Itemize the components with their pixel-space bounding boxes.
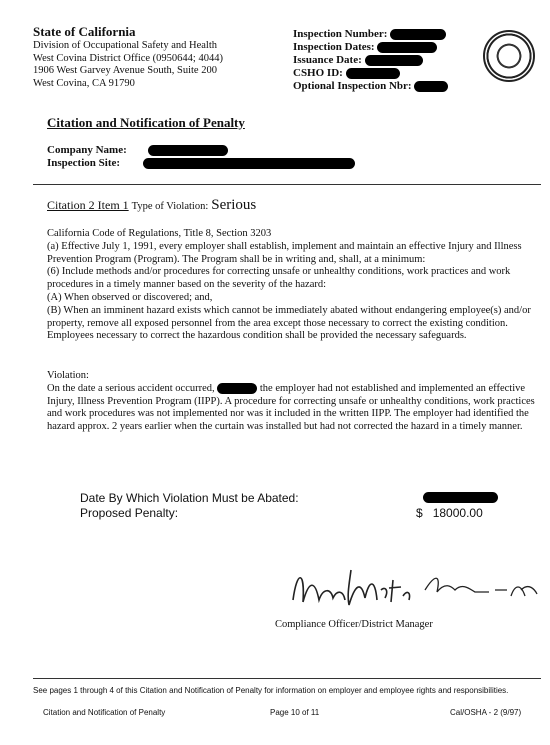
- divider: [33, 678, 541, 679]
- agency-line: West Covina District Office (0950644; 4044): [33, 52, 223, 64]
- company-name-row: Company Name:: [47, 144, 447, 157]
- inspection-dates-row: Inspection Dates:: [293, 41, 473, 54]
- agency-line: Division of Occupational Safety and Health: [33, 40, 217, 51]
- violation-type-value: Serious: [211, 197, 257, 213]
- signature-caption: Compliance Officer/District Manager: [275, 619, 433, 630]
- agency-line: 1906 West Garvey Avenue South, Suite 200: [33, 65, 217, 76]
- redaction: [365, 55, 423, 66]
- issuance-date-row: Issuance Date:: [293, 54, 473, 67]
- regulation-paragraph: California Code of Regulations, Title 8, Section 3203: [47, 228, 272, 239]
- company-block: [47, 144, 447, 170]
- form-number: Cal/OSHA - 2 (9/97): [450, 708, 522, 717]
- violation-label: Violation:: [47, 370, 89, 381]
- page-number: Page 10 of 11: [270, 708, 320, 717]
- regulation-paragraph: (B) When an imminent hazard exists which cannot be immediately abated without endangering employee(s) and/or property, remove all exposed personnel from the area except those necessary to correct the existing condition. Employees necessary to correct the hazardous condition shall be provided the necessary safeguards.: [47, 304, 531, 342]
- footer-left: Citation and Notification of Penalty: [43, 708, 166, 717]
- citation-line: [47, 197, 256, 214]
- redaction: [143, 158, 355, 169]
- agency-title: State of California: [33, 24, 136, 39]
- document-title: Citation and Notification of Penalty: [47, 115, 245, 130]
- optional-inspection-row: Optional Inspection Nbr:: [293, 80, 473, 93]
- redaction: [148, 145, 228, 156]
- violation-type-label: Type of Violation:: [131, 201, 209, 212]
- regulation-paragraph: (6) Include methods and/or procedures for correcting unsafe or unhealthy conditions, work practices and work procedures in a timely manner based on the severity of the hazard:: [47, 266, 511, 291]
- signature-image: [285, 560, 545, 620]
- state-seal-icon: [483, 30, 535, 82]
- proposed-penalty-label: Proposed Penalty:: [80, 506, 179, 520]
- penalty-amount: 18000.00: [432, 506, 483, 520]
- penalty-amount-row: [416, 506, 483, 521]
- regulation-paragraph: (A) When observed or discovered; and,: [47, 291, 213, 303]
- currency-symbol: $: [416, 506, 423, 520]
- regulation-paragraph: (a) Effective July 1, 1991, every employer shall establish, implement and maintain an effective Injury and Illness Prevention Program (Program). The Program shall be in writing and, shall, at a minimum:: [47, 240, 522, 265]
- redaction: [217, 383, 257, 394]
- violation-text: On the date a serious accident occurred, the employer had not established and implemented an effective Injury, Illness Prevention Program (IIPP). A procedure for correcting unsafe or unhealthy conditions, work practices and work procedures was not implemented nor was it included in the written IIPP. The employer had identified the hazard approx. 2 years earlier when the curtain was installed but had not corrected the hazard in a timely manner.: [47, 382, 535, 433]
- redaction: [346, 68, 400, 79]
- divider: [33, 184, 541, 185]
- citation-item: Citation 2 Item 1: [47, 198, 129, 212]
- redaction: [377, 42, 437, 53]
- footer-note: See pages 1 through 4 of this Citation and Notification of Penalty for information on employer and employee rights and responsibilities.: [33, 686, 509, 695]
- penalty-labels: [80, 491, 380, 521]
- violation-section: [47, 370, 537, 434]
- abatement-date-label: Date By Which Violation Must be Abated:: [80, 491, 299, 505]
- agency-block: [33, 24, 273, 90]
- inspection-site-row: Inspection Site:: [47, 157, 447, 170]
- redaction: [390, 29, 446, 40]
- agency-line: West Covina, CA 91790: [33, 77, 135, 89]
- inspection-fields: [293, 28, 473, 93]
- redaction: [423, 492, 498, 503]
- inspection-number-row: Inspection Number:: [293, 28, 473, 41]
- regulation-text: [47, 228, 537, 343]
- redaction: [414, 81, 448, 92]
- csho-id-row: CSHO ID:: [293, 67, 473, 80]
